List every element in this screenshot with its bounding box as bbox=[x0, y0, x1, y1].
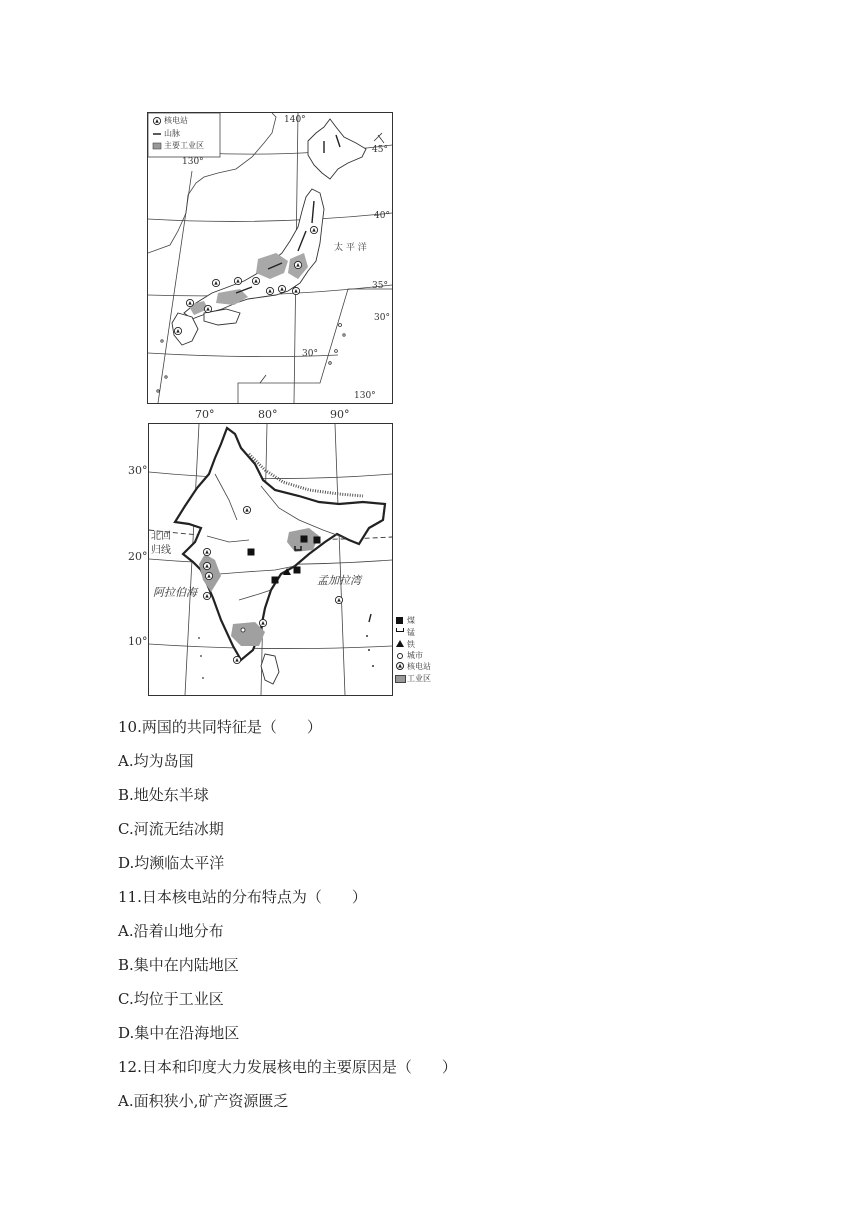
india-lat-label-30: 30° bbox=[128, 464, 148, 477]
question-11-option-b[interactable]: B.集中在内陆地区 bbox=[118, 956, 239, 974]
legend-label-manganese: 锰 bbox=[407, 628, 415, 637]
question-11-option-a[interactable]: A.沿着山地分布 bbox=[118, 922, 224, 940]
japan-map bbox=[147, 112, 393, 404]
legend-label-coal: 煤 bbox=[407, 616, 415, 625]
india-map-graphic bbox=[149, 424, 392, 695]
legend-manganese-mark-icon bbox=[396, 628, 404, 632]
legend-nuclear-site-icon: ▲ bbox=[396, 662, 404, 670]
question-11-option-c[interactable]: C.均位于工业区 bbox=[118, 990, 224, 1008]
coal-marker-1 bbox=[248, 549, 255, 556]
lon-label-130-top: 130° bbox=[182, 157, 204, 167]
lat-label-35: 35° bbox=[372, 281, 388, 291]
lat-label-40: 40° bbox=[374, 211, 390, 221]
bay-of-bengal-label: 孟加拉湾 bbox=[317, 574, 361, 587]
legend-label-nuclear: 核电站 bbox=[164, 116, 188, 125]
india-lon-label-90: 90° bbox=[330, 408, 350, 421]
question-10-option-a[interactable]: A.均为岛国 bbox=[118, 752, 194, 770]
question-12-option-a[interactable]: A.面积狭小,矿产资源匮乏 bbox=[118, 1092, 289, 1110]
coal-marker-2 bbox=[301, 536, 308, 543]
tropic-label-line1: 北回 bbox=[151, 531, 171, 542]
legend-nuclear-icon bbox=[153, 117, 160, 124]
lat-label-30-inner: 30° bbox=[302, 349, 318, 359]
india-lon-label-70: 70° bbox=[195, 408, 215, 421]
legend-iron-icon bbox=[396, 640, 404, 647]
legend-coal-square-icon bbox=[396, 617, 403, 624]
legend-label-city: 城市 bbox=[407, 651, 423, 660]
arabian-sea-label: 阿拉伯海 bbox=[153, 586, 197, 599]
coal-marker-4 bbox=[272, 577, 279, 584]
lat-label-30-right: 30° bbox=[374, 313, 390, 323]
legend-label-nuclear: 核电站 bbox=[407, 662, 431, 671]
legend-label-industrial: 主要工业区 bbox=[164, 141, 204, 150]
lon-label-130-bottom: 130° bbox=[354, 391, 376, 401]
india-lat-label-10: 10° bbox=[128, 635, 148, 648]
legend-label-mountain: 山脉 bbox=[164, 129, 180, 138]
question-10-option-d[interactable]: D.均濒临太平洋 bbox=[118, 854, 225, 872]
question-10-stem: 10.两国的共同特征是（ ） bbox=[118, 718, 322, 736]
india-lon-label-80: 80° bbox=[258, 408, 278, 421]
question-11-stem: 11.日本核电站的分布特点为（ ） bbox=[118, 888, 367, 906]
city-marker-1 bbox=[241, 628, 245, 632]
lat-label-45: 45° bbox=[372, 145, 388, 155]
question-11-option-d[interactable]: D.集中在沿海地区 bbox=[118, 1024, 240, 1042]
question-10-option-b[interactable]: B.地处东半球 bbox=[118, 786, 209, 804]
india-lat-label-20: 20° bbox=[128, 550, 148, 563]
ocean-label-pacific: 太 平 洋 bbox=[334, 243, 367, 253]
india-map bbox=[148, 423, 393, 696]
legend-industrial-zone-icon bbox=[395, 675, 406, 683]
legend-city-icon bbox=[397, 653, 403, 659]
legend-label-iron: 铁 bbox=[407, 640, 415, 649]
legend-label-industrial: 工业区 bbox=[407, 674, 431, 683]
coal-marker-3 bbox=[314, 537, 321, 544]
question-12-stem: 12.日本和印度大力发展核电的主要原因是（ ） bbox=[118, 1058, 457, 1076]
tropic-label-line2: 归线 bbox=[151, 545, 171, 556]
coal-marker-5 bbox=[294, 567, 301, 574]
lon-label-140: 140° bbox=[284, 115, 306, 125]
question-10-option-c[interactable]: C.河流无结冰期 bbox=[118, 820, 224, 838]
legend-industrial-icon bbox=[153, 143, 161, 149]
